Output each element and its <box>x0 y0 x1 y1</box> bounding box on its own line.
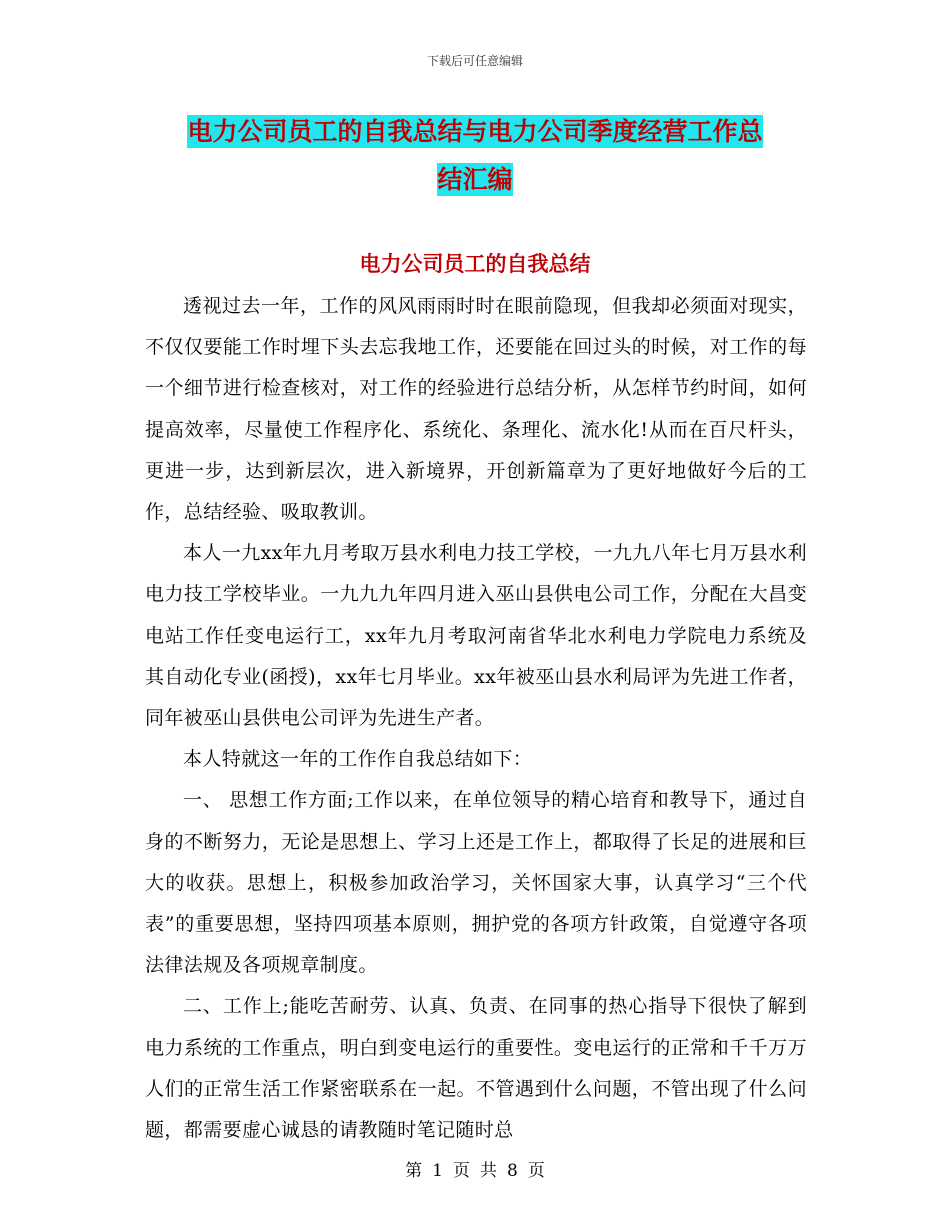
section-title: 电力公司员工的自我总结 <box>359 251 591 276</box>
document-title-line2: 结汇编 <box>437 165 513 194</box>
footer-total-label: 共 <box>480 1161 497 1181</box>
paragraph: 二、工作上;能吃苦耐劳、认真、负责、在同事的热心指导下很快了解到电力系统的工作重点，明白到变电运行的重要性。变电运行的正常和千千万万人们的正常生活工作紧密联系在一起。不管遇到什么问题，不管出现了什么问题，都需要虚心诚恳的请教随时笔记随时总 <box>145 995 807 1142</box>
paragraph: 本人一九xx年九月考取万县水利电力技工学校，一九九八年七月万县水利电力技工学校毕业。一九九九年四月进入巫山县供电公司工作，分配在大昌变电站工作任变电运行工，xx年九月考取河南省华北水利电力学院电力系统及其自动化专业(函授)，xx年七月毕业。xx年被巫山县水利局评为先进工作者，同年被巫山县供电公司评为先进生产者。 <box>145 542 807 730</box>
body-text <box>145 286 807 1151</box>
paragraph: 透视过去一年，工作的风风雨雨时时在眼前隐现，但我却必须面对现实，不仅仅要能工作时埋下头去忘我地工作，还要能在回过头的时候，对工作的每一个细节进行检查核对，对工作的经验进行总结分析，从怎样节约时间，如何提高效率，尽量使工作程序化、系统化、条理化、流水化!从而在百尺杆头，更进一步，达到新层次，进入新境界，开创新篇章为了更好地做好今后的工作，总结经验、吸取教训。 <box>145 295 807 524</box>
document-title-line1: 电力公司员工的自我总结与电力公司季度经营工作总 <box>187 117 763 146</box>
footer-total-pages: 8 <box>507 1161 518 1181</box>
paragraph: 本人特就这一年的工作作自我总结如下： <box>183 748 533 771</box>
paragraph: 一、 思想工作方面;工作以来，在单位领导的精心培育和教导下，通过自身的不断努力，无论是思想上、学习上还是工作上，都取得了长足的进展和巨大的收获。思想上，积极参加政治学习，关怀国家大事，认真学习“三个代表”的重要思想，坚持四项基本原则，拥护党的各项方针政策，自觉遵守各项法律法规及各项规章制度。 <box>145 789 807 977</box>
page-footer <box>0 1156 950 1181</box>
footer-total-unit: 页 <box>527 1161 545 1181</box>
header-note: 下载后可任意编辑 <box>426 54 523 68</box>
footer-page-unit: 页 <box>453 1161 470 1181</box>
document-title <box>145 108 805 204</box>
footer-page-label: 第 <box>405 1161 423 1181</box>
footer-current-page: 1 <box>432 1161 443 1181</box>
